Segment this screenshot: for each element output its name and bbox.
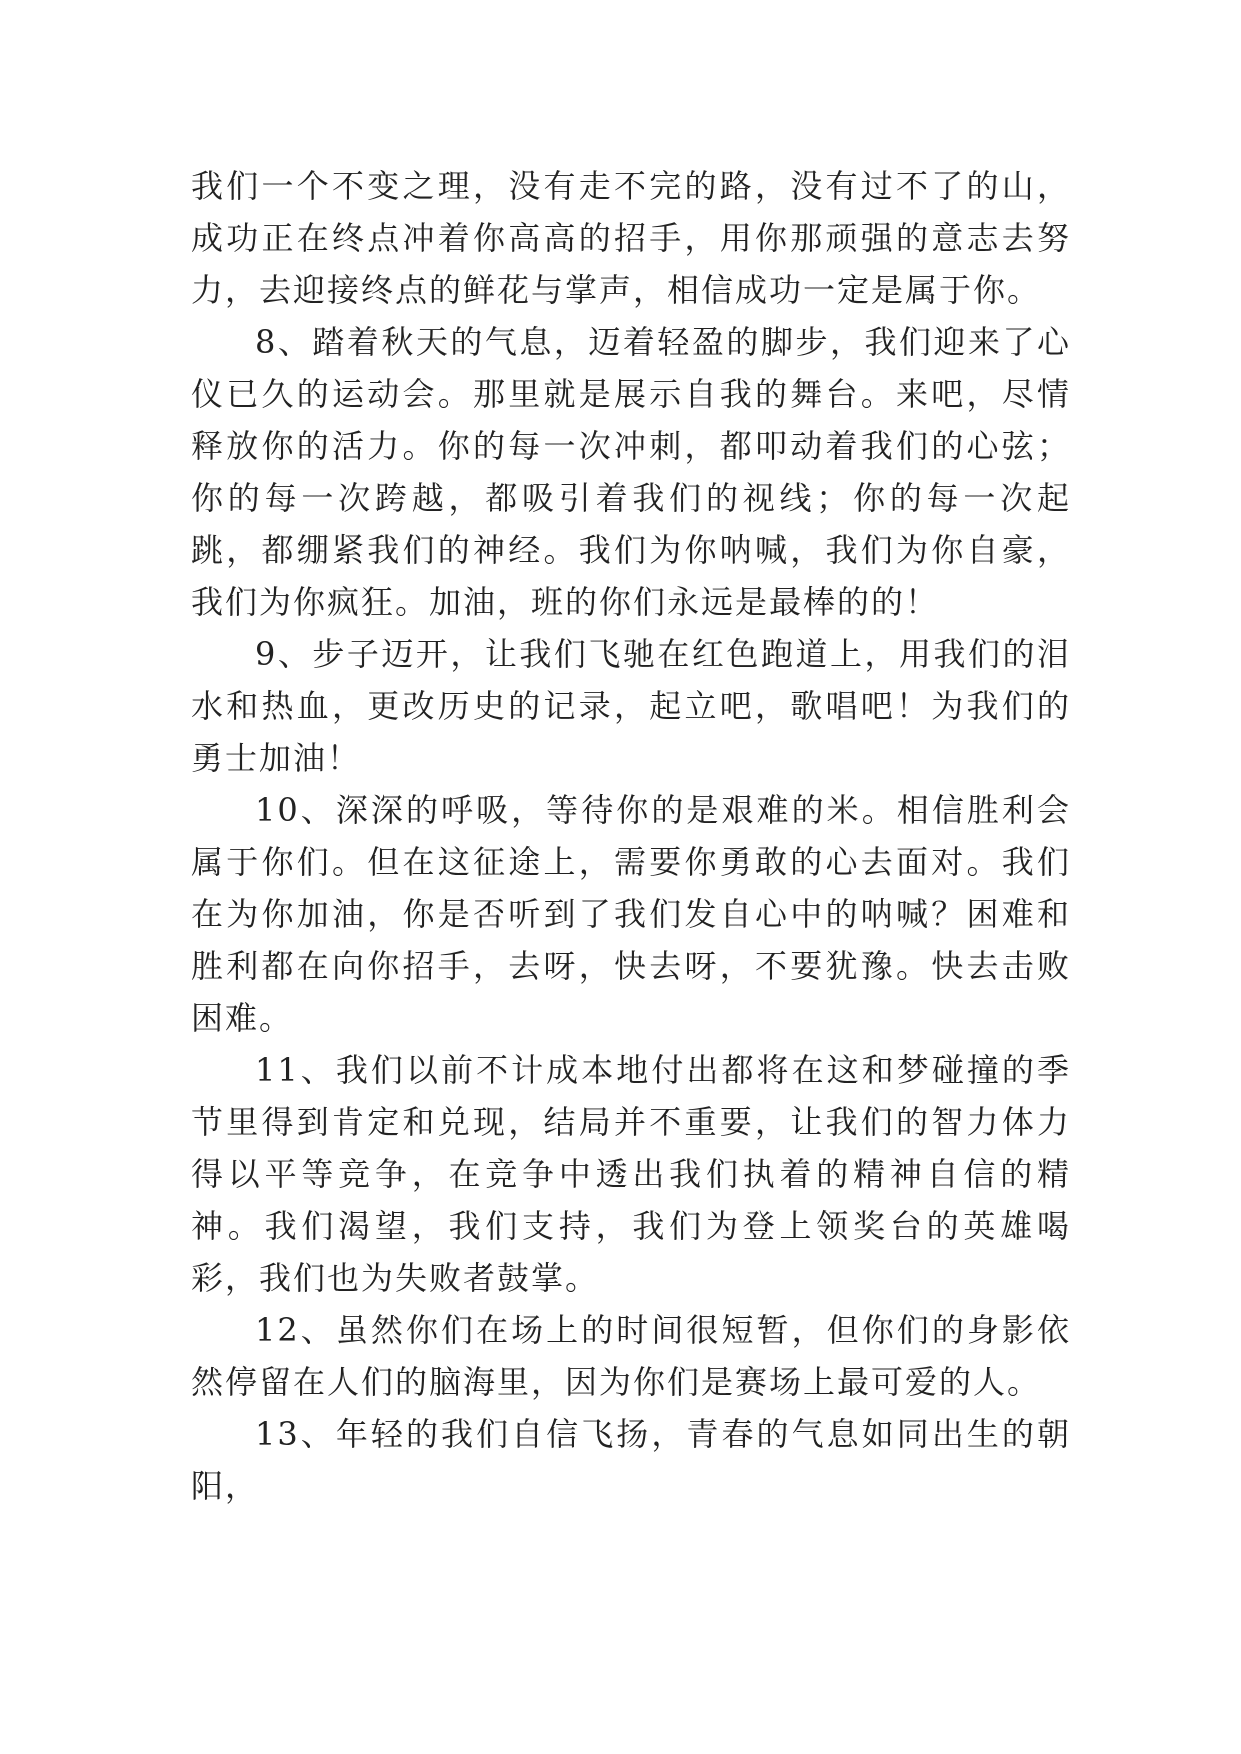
paragraph-10: 10、深深的呼吸，等待你的是艰难的米。相信胜利会属于你们。但在这征途上，需要你勇敢的心去面对。我们在为你加油，你是否听到了我们发自心中的呐喊？困难和胜利都在向你招手，去呀，快去呀，不要犹豫。快去击败困难。 [191,791,1071,1037]
paragraph-11: 11、我们以前不计成本地付出都将在这和梦碰撞的季节里得到肯定和兑现，结局并不重要，让我们的智力体力得以平等竞争，在竞争中透出我们执着的精神自信的精神。我们渴望，我们支持，我们为登上领奖台的英雄喝彩，我们也为失败者鼓掌。 [191,1051,1071,1297]
document-body [191,160,1071,1512]
paragraph-12: 12、虽然你们在场上的时间很短暂，但你们的身影依然停留在人们的脑海里，因为你们是赛场上最可爱的人。 [191,1311,1071,1401]
paragraph-9: 9、步子迈开，让我们飞驰在红色跑道上，用我们的泪水和热血，更改历史的记录，起立吧，歌唱吧！为我们的勇士加油！ [191,635,1071,777]
paragraph-8: 8、踏着秋天的气息，迈着轻盈的脚步，我们迎来了心仪已久的运动会。那里就是展示自我的舞台。来吧，尽情释放你的活力。你的每一次冲刺，都叩动着我们的心弦；你的每一次跨越，都吸引着我们的视线；你的每一次起跳，都绷紧我们的神经。我们为你呐喊，我们为你自豪，我们为你疯狂。加油，班的你们永远是最棒的的！ [191,323,1071,621]
paragraph-continuation: 我们一个不变之理，没有走不完的路，没有过不了的山，成功正在终点冲着你高高的招手，用你那顽强的意志去努力，去迎接终点的鲜花与掌声，相信成功一定是属于你。 [191,167,1071,309]
paragraph-13: 13、年轻的我们自信飞扬，青春的气息如同出生的朝阳， [191,1415,1071,1505]
